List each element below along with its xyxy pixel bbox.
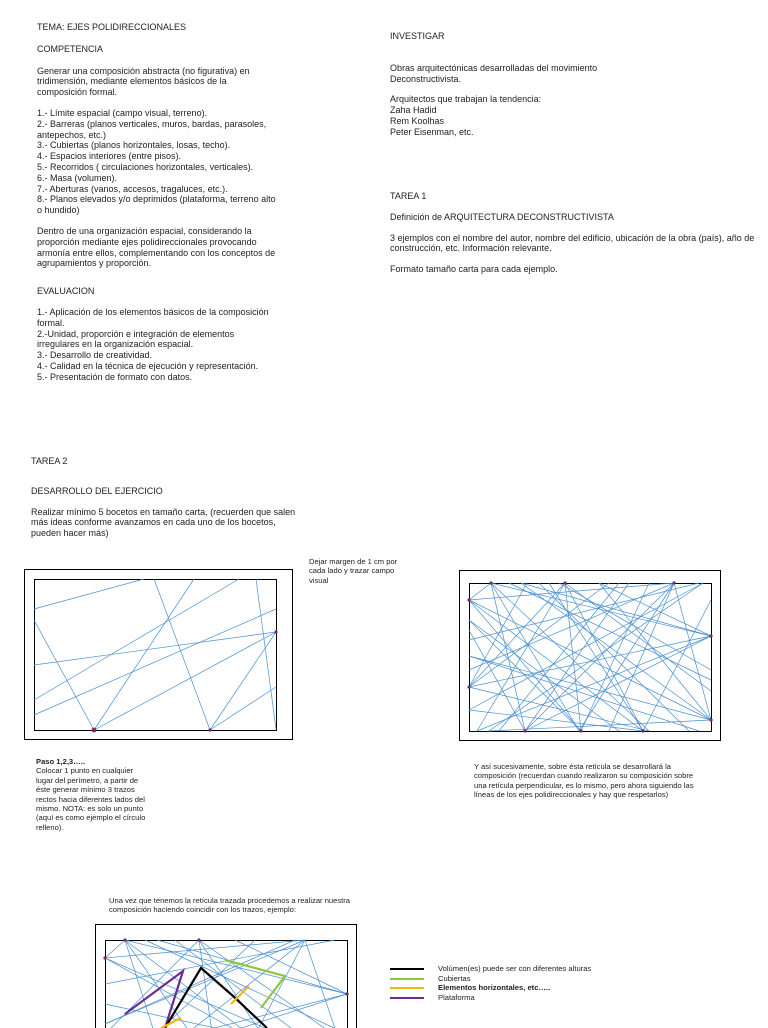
obras-line: Deconstructivista. (390, 74, 760, 85)
margin-note-line: Dejar margen de 1 cm por (309, 557, 419, 566)
grid-line (105, 940, 335, 984)
obras-line: Obras arquitectónicas desarrolladas del movimiento (390, 63, 760, 74)
organization-line: armonía entre ellos, complementando con los conceptos de (37, 248, 337, 259)
perimeter-point (672, 581, 675, 584)
perimeter-point (709, 718, 712, 721)
instructions-line: Realizar mínimo 5 bocetos en tamaño carta, (recuerden que salen (31, 507, 331, 518)
grid-line (175, 940, 325, 1028)
tarea2-section (31, 456, 331, 539)
composicion-note (109, 896, 399, 915)
tarea2-heading: TAREA 2 (31, 456, 331, 467)
grid-lines (34, 579, 276, 730)
grid-line (34, 579, 144, 609)
grid-line (210, 687, 276, 730)
grid-line (581, 583, 649, 731)
sheet-frame (25, 570, 293, 740)
perimeter-point (709, 634, 712, 637)
grid-line (469, 583, 699, 640)
perimeter-point (345, 992, 348, 995)
evaluacion-list (37, 307, 337, 383)
grid-line (674, 583, 711, 720)
paso-line: éste generar mínimo 3 trazos (36, 785, 176, 794)
margin-note (309, 557, 419, 585)
legend-label: Cubiertas (438, 974, 471, 983)
legend-item-volume (390, 964, 591, 973)
investigar-heading: INVESTIGAR (390, 31, 760, 42)
list-item: o hundido) (37, 205, 337, 216)
sketch-step1 (24, 569, 293, 741)
grid-line (469, 656, 711, 720)
grid-line (609, 583, 674, 731)
competencia-line: composición formal. (37, 87, 337, 98)
tarea1-examples-line: 3 ejemplos con el nombre del autor, nombre del edificio, ubicación de la obra (país), año de (390, 233, 760, 244)
perimeter-point (274, 630, 277, 633)
list-item: 3.- Desarrollo de creatividad. (37, 350, 337, 361)
left-column (37, 22, 337, 383)
grid-line (469, 583, 491, 600)
tarea1-section (390, 191, 760, 275)
legend-label: Volúmen(es) puede ser con diferentes alturas (438, 964, 591, 973)
list-item: 1.- Aplicación de los elementos básicos de la composición (37, 307, 337, 318)
grid-line (34, 620, 94, 730)
sucesivamente-line: líneas de los ejes polidireccionales y hay que respetarlos) (474, 790, 754, 799)
grid-line (105, 940, 305, 1024)
perimeter-point (208, 728, 211, 731)
perimeter-point (489, 581, 492, 584)
tarea1-format: Formato tamaño carta para cada ejemplo. (390, 264, 760, 275)
sketch-composition (95, 924, 357, 1028)
paso-section (36, 757, 176, 832)
legend-label: Elementos horizontales, etc….. (438, 983, 550, 992)
list-item: Arquitectos que trabajan la tendencia: (390, 94, 760, 105)
perimeter-point (197, 938, 200, 941)
arquitectos-list (390, 94, 760, 137)
list-item: Rem Koolhas (390, 116, 760, 127)
perimeter-point (563, 581, 566, 584)
tarea1-definition: Definición de ARQUITECTURA DECONSTRUCTIVISTA (390, 212, 760, 223)
right-column (390, 31, 760, 138)
list-item: 7.- Aberturas (vanos, accesos, tragaluces, etc.). (37, 184, 337, 195)
paso-line: (aquí es como ejemplo el círculo (36, 813, 176, 822)
tarea1-heading: TAREA 1 (390, 191, 760, 202)
perimeter-point (103, 956, 106, 959)
list-item: irregulares en la organización espacial. (37, 339, 337, 350)
paso-line: Colocar 1 punto en cualquier (36, 766, 176, 775)
visual-field-frame (106, 941, 348, 1028)
sketch-grid (459, 570, 721, 742)
legend-item-plataforma (390, 993, 475, 1002)
list-item: antepechos, etc.) (37, 130, 337, 141)
legend-swatch (390, 987, 424, 989)
grid-line (469, 583, 527, 687)
organization-line: proporción mediante ejes polidireccionales provocando (37, 237, 337, 248)
obras-text (390, 63, 760, 85)
tarea1-examples (390, 233, 760, 255)
grid-line (210, 632, 276, 730)
perimeter-point (579, 729, 582, 732)
elements-list (37, 108, 337, 216)
list-item: 1.- Límite espacial (campo visual, terreno). (37, 108, 337, 119)
sucesivamente-line: composición (recuerdan cuando realizaron su composición sobre (474, 771, 754, 780)
tema-title: TEMA: EJES POLIDIRECCIONALES (37, 22, 337, 33)
paso-line: rectos hacia diferentes lados del (36, 795, 176, 804)
grid-line (469, 656, 699, 731)
list-item: 2.-Unidad, proporción e integración de elementos (37, 329, 337, 340)
paso-line: lugar del perímetro, a partir de (36, 776, 176, 785)
composicion-line: Una vez que tenemos la retícula trazada procedemos a realizar nuestra (109, 896, 399, 905)
grid-line (105, 958, 347, 1028)
list-item: 5.- Presentación de formato con datos. (37, 372, 337, 383)
grid-line (256, 579, 276, 729)
organization-line: agrupamientos y proporción. (37, 258, 337, 269)
grid-line (199, 940, 215, 1028)
perimeter-point (523, 729, 526, 732)
evaluacion-heading: EVALUACION (37, 286, 337, 297)
instructions-line: pueden hacer más) (31, 528, 331, 539)
margin-note-line: visual (309, 576, 419, 585)
perimeter-point (123, 938, 126, 941)
organization-text (37, 226, 337, 269)
tarea1-examples-line: construcción, etc. Información relevante. (390, 243, 760, 254)
competencia-text (37, 66, 337, 98)
sucesivamente-line: una retícula perpendicular, es lo mismo, pero ahora siguiendo las (474, 781, 754, 790)
grid-line (94, 632, 276, 730)
grid-line (34, 632, 276, 665)
list-item: 8.- Planos elevados y/o deprimidos (plataforma, terreno alto (37, 194, 337, 205)
competencia-heading: COMPETENCIA (37, 44, 337, 55)
legend-item-cubiertas (390, 974, 471, 983)
list-item: Peter Eisenman, etc. (390, 127, 760, 138)
perimeter-point (92, 728, 97, 733)
grid-line (34, 579, 239, 700)
desarrollo-heading: DESARROLLO DEL EJERCICIO (31, 486, 331, 497)
visual-field-frame (35, 580, 277, 731)
sucesivamente-note (474, 762, 754, 800)
paso-line: relleno). (36, 823, 176, 832)
list-item: 5.- Recorridos ( circulaciones horizontales, verticales). (37, 162, 337, 173)
list-item: 2.- Barreras (planos verticales, muros, bardas, parasoles, (37, 119, 337, 130)
grid-line (125, 940, 347, 994)
list-item: 4.- Calidad en la técnica de ejecución y representación. (37, 361, 337, 372)
legend-swatch (390, 978, 424, 980)
grid-lines (105, 940, 347, 1028)
grid-line (469, 600, 643, 731)
composicion-line: composición haciendo coincidir con los trazos, ejemplo: (109, 905, 399, 914)
visual-field-frame (470, 584, 712, 732)
grid-lines (469, 583, 711, 731)
tarea2-instructions (31, 507, 331, 539)
competencia-line: tridimensión, mediante elementos básicos de la (37, 76, 337, 87)
sucesivamente-line: Y así sucesivamente, sobre ésta retícula se desarrollará la (474, 762, 754, 771)
competencia-line: Generar una composición abstracta (no figurativa) en (37, 66, 337, 77)
grid-line (34, 609, 276, 715)
list-item: formal. (37, 318, 337, 329)
list-item: 4.- Espacios interiores (entre pisos). (37, 151, 337, 162)
grid-line (145, 940, 347, 1028)
perimeter-point (467, 685, 470, 688)
legend-swatch (390, 968, 424, 970)
grid-line (491, 583, 525, 731)
grid-line (154, 579, 210, 730)
list-item: 6.- Masa (volumen). (37, 173, 337, 184)
paso-title: Paso 1,2,3….. (36, 757, 176, 766)
grid-line (509, 583, 711, 680)
list-item: Zaha Hadid (390, 105, 760, 116)
grid-line (469, 583, 703, 710)
organization-line: Dentro de una organización espacial, considerando la (37, 226, 337, 237)
margin-note-line: cada lado y trazar campo (309, 566, 419, 575)
perimeter-point (641, 729, 644, 732)
grid-line (105, 940, 125, 958)
instructions-line: más ideas conforme avanzamos en cada uno de los bocetos, (31, 517, 331, 528)
legend-label: Plataforma (438, 993, 475, 1002)
paso-line: mismo. NOTA: es solo un punto (36, 804, 176, 813)
grid-line (491, 583, 579, 731)
legend-swatch (390, 997, 424, 999)
list-item: 3.- Cubiertas (planos horizontales, losas, techo). (37, 140, 337, 151)
legend-item-horizontales (390, 983, 550, 992)
perimeter-point (467, 598, 470, 601)
